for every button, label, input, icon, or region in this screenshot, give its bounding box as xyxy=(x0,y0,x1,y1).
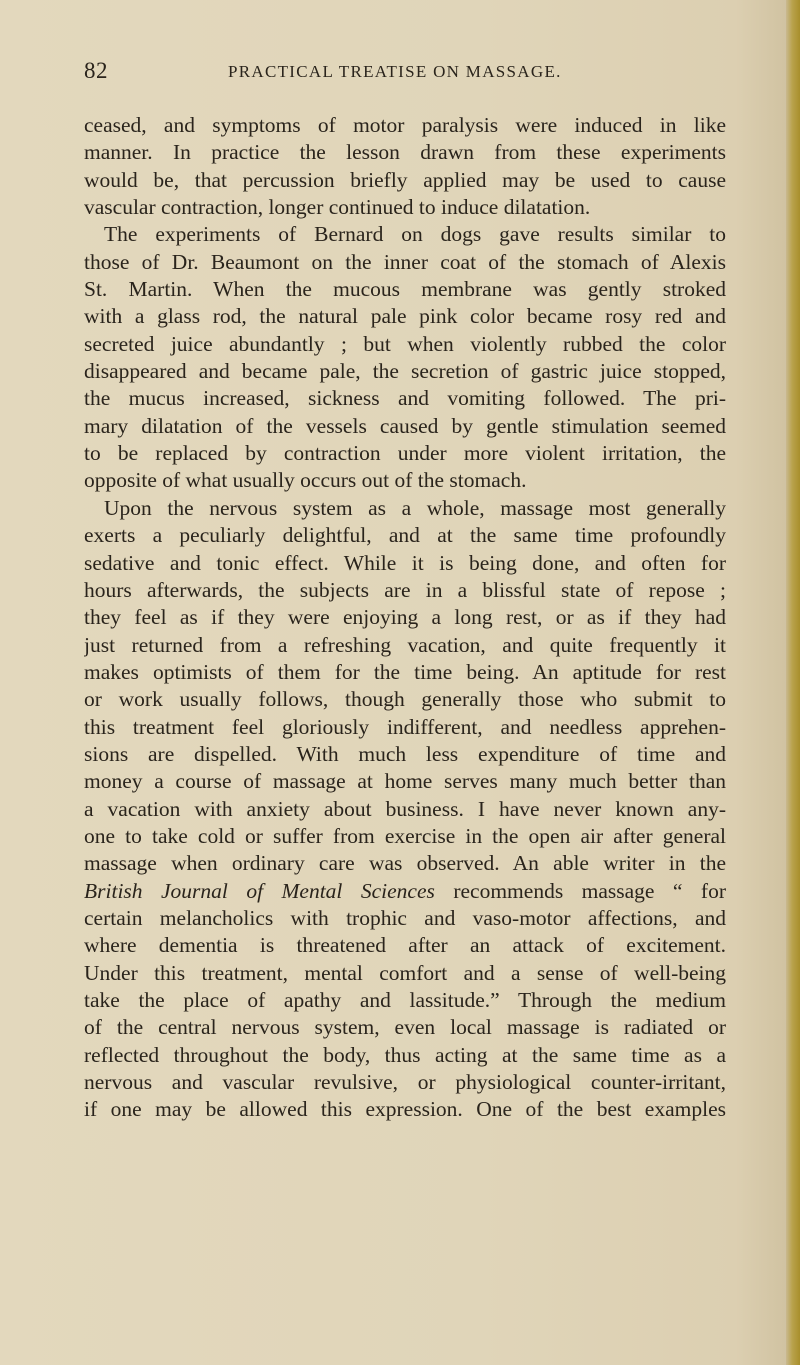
text-line: ceased, and symptoms of motor paralysis were induced in like xyxy=(84,113,726,137)
text-line: with a glass rod, the natural pale pink color became rosy red and xyxy=(84,304,726,329)
text-line: exerts a peculiarly delightful, and at the same time profoundly xyxy=(84,523,726,548)
running-title: PRACTICAL TREATISE ON MASSAGE. xyxy=(228,62,562,81)
text-line: makes optimists of them for the time being. An aptitude for rest xyxy=(84,659,726,684)
text-line: secreted juice abundantly ; but when violently rubbed the color xyxy=(84,331,726,356)
text-line: sedative and tonic effect. While it is being done, and often for xyxy=(84,550,726,575)
text-line: hours afterwards, the subjects are in a blissful state of repose ; xyxy=(84,577,726,602)
text-line: those of Dr. Beaumont on the inner coat of the stomach of Alexis xyxy=(84,249,726,274)
page-header xyxy=(84,58,724,88)
text-line: massage when ordinary care was observed. An able writer in the xyxy=(84,851,726,876)
body-text xyxy=(84,112,726,1124)
text-line: Under this treatment, mental comfort and a sense of well-being xyxy=(84,960,726,985)
text-line: just returned from a refreshing vacation, and quite frequently it xyxy=(84,632,726,657)
text-line: manner. In practice the lesson drawn from these experiments xyxy=(84,140,726,165)
text-line: disappeared and became pale, the secretion of gastric juice stopped, xyxy=(84,359,726,384)
text-line: mary dilatation of the vessels caused by gentle stimulation seemed xyxy=(84,413,726,438)
text-line: reflected throughout the body, thus acting at the same time as a xyxy=(84,1042,726,1067)
text-line: one to take cold or suffer from exercise in the open air after general xyxy=(84,823,726,848)
text-line: the mucus increased, sickness and vomiting followed. The pri- xyxy=(84,386,726,411)
text-line: vascular contraction, longer continued to induce dilatation. xyxy=(84,195,591,220)
text-line: of the central nervous system, even local massage is radiated or xyxy=(84,1015,726,1040)
text-line: a vacation with anxiety about business. I have never known any- xyxy=(84,796,726,821)
text-line: take the place of apathy and lassitude.” Through the medium xyxy=(84,988,726,1012)
text-line: sions are dispelled. With much less expenditure of time and xyxy=(84,741,726,766)
text-line: they feel as if they were enjoying a long rest, or as if they had xyxy=(84,605,726,630)
journal-title: British Journal of Mental Sciences xyxy=(84,878,435,903)
page-number: 82 xyxy=(84,58,108,83)
text-line: certain melancholics with trophic and vaso-motor affections, and xyxy=(84,905,726,930)
text-line: or work usually follows, though generally those who submit to xyxy=(84,687,726,712)
text-line: where dementia is threatened after an attack of excitement. xyxy=(84,933,726,958)
text-line: this treatment feel gloriously indifferent, and needless apprehen- xyxy=(84,714,726,739)
text-line: to be replaced by contraction under more violent irritation, the xyxy=(84,441,726,466)
text-fragment: recommends massage “ for xyxy=(434,878,726,903)
text-line: nervous and vascular revulsive, or physiological counter-irritant, xyxy=(84,1070,726,1095)
text-line: if one may be allowed this expression. One of the best examples xyxy=(84,1097,726,1122)
text-line: Upon the nervous system as a whole, massage most generally xyxy=(104,495,726,520)
text-line: St. Martin. When the mucous membrane was gently stroked xyxy=(84,277,726,302)
page-edge xyxy=(786,0,800,1365)
text-line: The experiments of Bernard on dogs gave results similar to xyxy=(104,222,726,247)
text-line: money a course of massage at home serves many much better than xyxy=(84,769,726,794)
text-line-with-title xyxy=(84,878,726,905)
text-line: opposite of what usually occurs out of the stomach. xyxy=(84,468,527,493)
text-line: would be, that percussion briefly applied may be used to cause xyxy=(84,167,726,192)
